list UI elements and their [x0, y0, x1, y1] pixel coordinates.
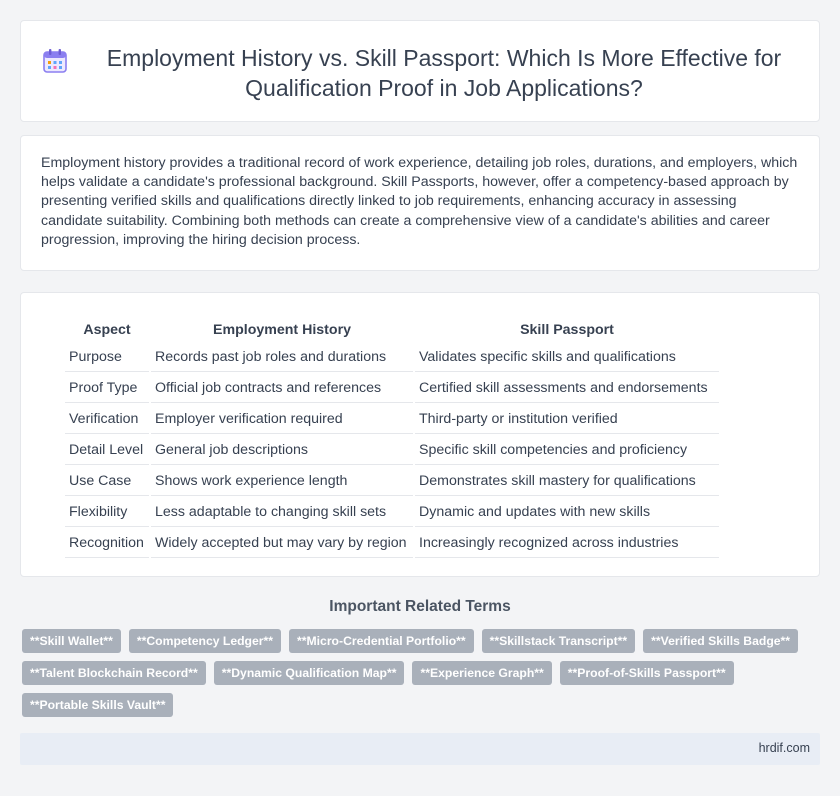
calendar-icon	[41, 47, 69, 75]
header-aspect: Aspect	[83, 321, 131, 338]
cell-employment-history: Official job contracts and references	[151, 374, 413, 403]
intro-card	[20, 135, 820, 271]
related-terms-title: Important Related Terms	[329, 598, 511, 615]
cell-aspect: Use Case	[65, 467, 149, 496]
table-row	[65, 498, 719, 527]
cell-skill-passport: Demonstrates skill mastery for qualifications	[415, 467, 719, 496]
cell-employment-history: Records past job roles and durations	[151, 343, 413, 372]
page-title: Employment History vs. Skill Passport: Which Is More Effective for Qualification Proof in Job Applications?	[106, 45, 782, 101]
cell-aspect: Recognition	[65, 529, 149, 558]
table-header-row	[65, 317, 719, 341]
cell-skill-passport: Third-party or institution verified	[415, 405, 719, 434]
related-term-tag[interactable]: **Portable Skills Vault**	[22, 693, 173, 717]
cell-employment-history: Shows work experience length	[151, 467, 413, 496]
cell-aspect: Flexibility	[65, 498, 149, 527]
header-employment-history: Employment History	[213, 321, 351, 338]
related-term-tag[interactable]: **Talent Blockchain Record**	[22, 661, 206, 685]
table-row	[65, 529, 719, 558]
table-row	[65, 343, 719, 372]
related-term-tag[interactable]: **Competency Ledger**	[129, 629, 281, 653]
cell-aspect: Detail Level	[65, 436, 149, 465]
footer-site-link[interactable]: hrdif.com	[758, 741, 810, 755]
table-row	[65, 467, 719, 496]
related-term-tag[interactable]: **Skill Wallet**	[22, 629, 121, 653]
table-row	[65, 405, 719, 434]
related-term-tag[interactable]: **Verified Skills Badge**	[643, 629, 798, 653]
cell-skill-passport: Specific skill competencies and proficiency	[415, 436, 719, 465]
related-term-tag[interactable]: **Proof-of-Skills Passport**	[560, 661, 734, 685]
cell-skill-passport: Validates specific skills and qualifications	[415, 343, 719, 372]
related-term-tag[interactable]: **Dynamic Qualification Map**	[214, 661, 405, 685]
intro-paragraph: Employment history provides a traditional record of work experience, detailing job roles, durations, and employers, which helps validate a candidate's professional background. Skill Passports, however, offer a competency-based approach by presenting verified skills and qualifications directly linked to job requirements, enhancing accuracy in assessing candidate suitability. Combining both methods can create a comprehensive view of a candidate's abilities and career progression, improving the hiring decision process.	[41, 155, 798, 248]
comparison-table	[63, 315, 721, 560]
header-card	[20, 20, 820, 122]
cell-employment-history: Widely accepted but may vary by region	[151, 529, 413, 558]
related-term-tag[interactable]: **Skillstack Transcript**	[482, 629, 636, 653]
cell-skill-passport: Increasingly recognized across industries	[415, 529, 719, 558]
cell-skill-passport: Dynamic and updates with new skills	[415, 498, 719, 527]
related-term-tag[interactable]: **Experience Graph**	[412, 661, 551, 685]
related-terms-tags	[22, 629, 802, 717]
related-term-tag[interactable]: **Micro-Credential Portfolio**	[289, 629, 474, 653]
header	[41, 43, 799, 103]
cell-employment-history: General job descriptions	[151, 436, 413, 465]
cell-aspect: Proof Type	[65, 374, 149, 403]
footer	[20, 733, 820, 765]
cell-aspect: Purpose	[65, 343, 149, 372]
cell-aspect: Verification	[65, 405, 149, 434]
table-row	[65, 436, 719, 465]
cell-employment-history: Employer verification required	[151, 405, 413, 434]
cell-skill-passport: Certified skill assessments and endorsements	[415, 374, 719, 403]
header-skill-passport: Skill Passport	[520, 321, 614, 338]
cell-employment-history: Less adaptable to changing skill sets	[151, 498, 413, 527]
table-row	[65, 374, 719, 403]
comparison-card	[20, 292, 820, 577]
